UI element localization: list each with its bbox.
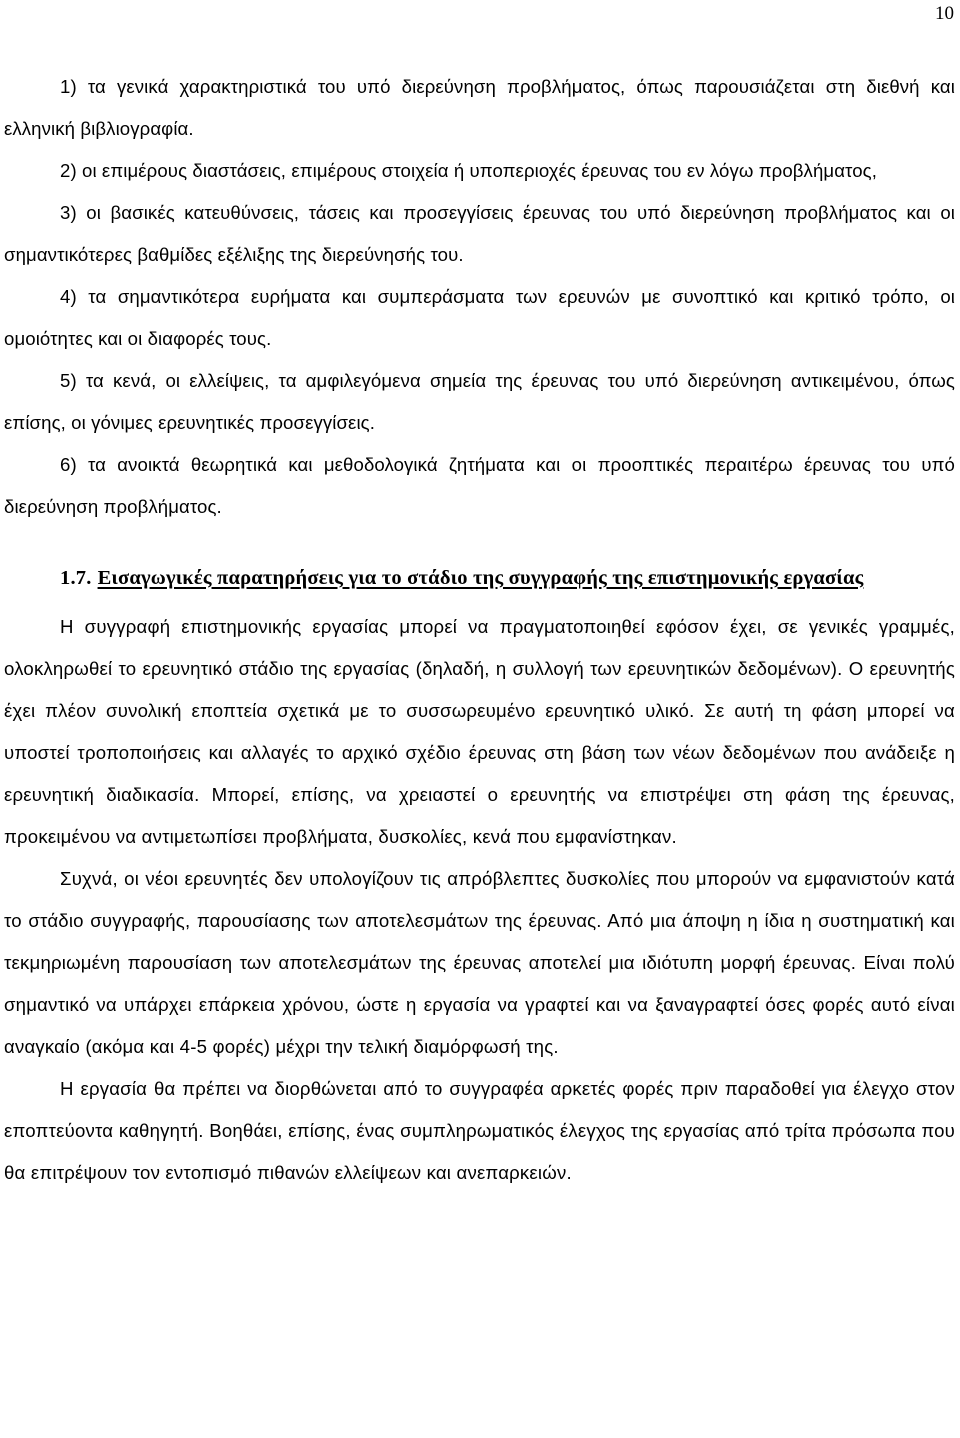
- list-item: 6) τα ανοικτά θεωρητικά και μεθοδολογικά ζητήματα και οι προοπτικές περαιτέρω έρευνας του υπό διερεύνηση προβλήματος.: [4, 454, 955, 517]
- body-paragraph: Η συγγραφή επιστημονικής εργασίας μπορεί να πραγματοποιηθεί εφόσον έχει, σε γενικές γραμμές, ολοκληρωθεί το ερευνητικό στάδιο της εργασίας (δηλαδή, η συλλογή των ερευνητικών δεδομένων). Ο ερευνητής έχει πλέον συνολική εποπτεία σχετικά με το συσσωρευμένο ερευνητικό υλικό. Σε αυτή τη φάση μπορεί να υποστεί τροποποιήσεις και αλλαγές το αρχικό σχέδιο έρευνας στη βάση των νέων δεδομένων που ανάδειξε η ερευνητική διαδικασία. Μπορεί, επίσης, να χρειαστεί ο ερευνητής να επιστρέψει στη φάση της έρευνας, προκειμένου να αντιμετωπίσει προβλήματα, δυσκολίες, κενά που εμφανίστηκαν.: [4, 616, 955, 847]
- section-heading: [4, 550, 955, 606]
- list-item: 5) τα κενά, οι ελλείψεις, τα αμφιλεγόμενα σημεία της έρευνας του υπό διερεύνηση αντικειμένου, όπως επίσης, οι γόνιμες ερευνητικές προσεγγίσεις.: [4, 370, 955, 433]
- list-item: 3) οι βασικές κατευθύνσεις, τάσεις και προσεγγίσεις έρευνας του υπό διερεύνηση προβλήματος και οι σημαντικότερες βαθμίδες εξέλιξης της διερεύνησής του.: [4, 202, 955, 265]
- page-content: [4, 66, 955, 1194]
- list-item: 4) τα σημαντικότερα ευρήματα και συμπεράσματα των ερευνών με συνοπτικό και κριτικό τρόπο, οι ομοιότητες και οι διαφορές τους.: [4, 286, 955, 349]
- list-item: 2) οι επιμέρους διαστάσεις, επιμέρους στοιχεία ή υποπεριοχές έρευνας του εν λόγω προβλήματος,: [60, 160, 878, 181]
- page-number: 10: [935, 3, 954, 24]
- section-title: Εισαγωγικές παρατηρήσεις για το στάδιο της συγγραφής της επιστημονικής εργασίας: [97, 567, 864, 589]
- body-paragraph: Η εργασία θα πρέπει να διορθώνεται από το συγγραφέα αρκετές φορές πριν παραδοθεί για έλεγχο στον εποπτεύοντα καθηγητή. Βοηθάει, επίσης, ένας συμπληρωματικός έλεγχος της εργασίας από τρίτα πρόσωπα που θα επιτρέψουν τον εντοπισμό πιθανών ελλείψεων και ανεπαρκειών.: [4, 1078, 955, 1183]
- body-paragraph: Συχνά, οι νέοι ερευνητές δεν υπολογίζουν τις απρόβλεπτες δυσκολίες που μπορούν να εμφανιστούν κατά το στάδιο συγγραφής, παρουσίασης των αποτελεσμάτων της έρευνας. Από μια άποψη η ίδια η συστηματική και τεκμηριωμένη παρουσίαση των αποτελεσμάτων της έρευνας αποτελεί μια ιδιότυπη μορφή έρευνας. Είναι πολύ σημαντικό να υπάρχει επάρκεια χρόνου, ώστε η εργασία να γραφτεί και να ξαναγραφτεί όσες φορές αυτό είναι αναγκαίο (ακόμα και 4-5 φορές) μέχρι την τελική διαμόρφωσή της.: [4, 868, 955, 1057]
- list-item: 1) τα γενικά χαρακτηριστικά του υπό διερεύνηση προβλήματος, όπως παρουσιάζεται στη διεθνή και ελληνική βιβλιογραφία.: [4, 76, 955, 139]
- section-number: 1.7.: [60, 567, 92, 589]
